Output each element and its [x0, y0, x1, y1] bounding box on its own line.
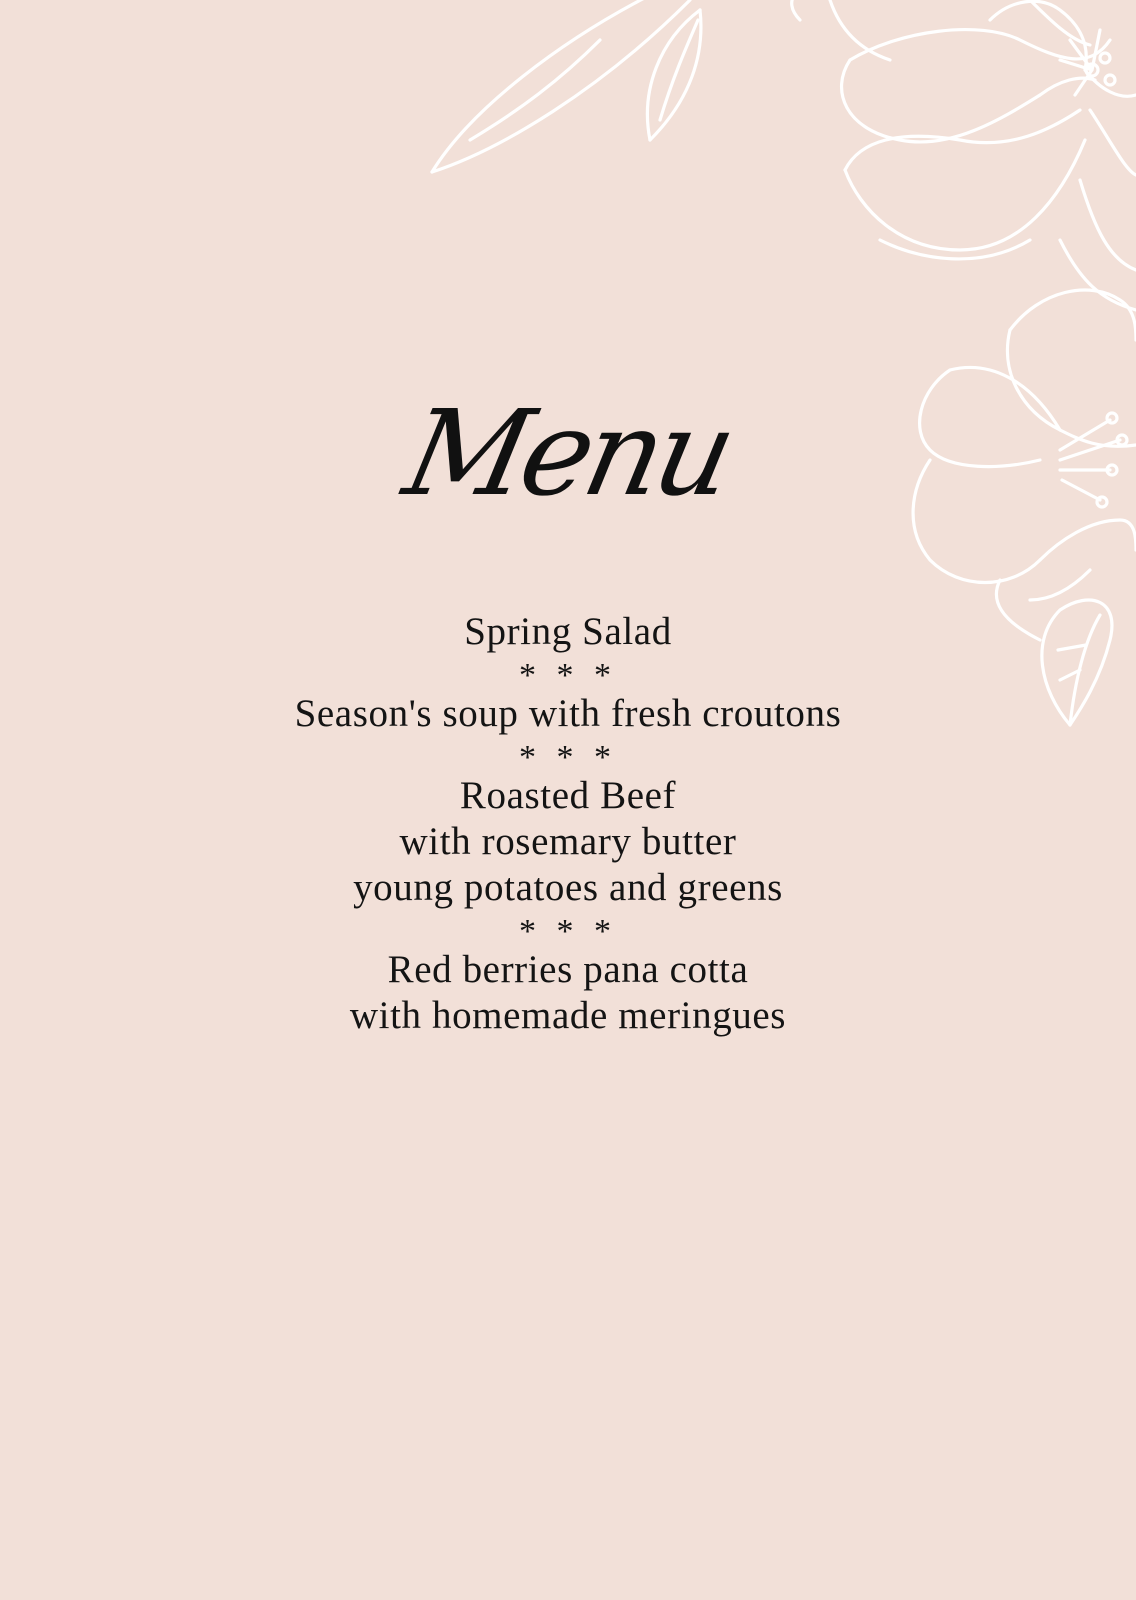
course-soup — [0, 691, 1136, 737]
course-line: young potatoes and greens — [353, 866, 783, 909]
course-main — [0, 773, 1136, 911]
course-starter — [0, 609, 1136, 655]
course-dessert — [0, 947, 1136, 1039]
course-line: Roasted Beef — [459, 774, 677, 817]
course-separator: * * * — [519, 657, 617, 694]
course-line: Season's soup with fresh croutons — [294, 692, 842, 735]
course-line: with homemade meringues — [349, 994, 787, 1037]
menu-courses — [0, 609, 1136, 1039]
course-separator: * * * — [519, 739, 617, 776]
course-separator: * * * — [519, 913, 617, 950]
course-line: Spring Salad — [464, 610, 672, 653]
menu-title: Menu — [394, 384, 742, 522]
course-line: Red berries pana cotta — [387, 948, 749, 991]
course-line: with rosemary butter — [399, 820, 737, 863]
